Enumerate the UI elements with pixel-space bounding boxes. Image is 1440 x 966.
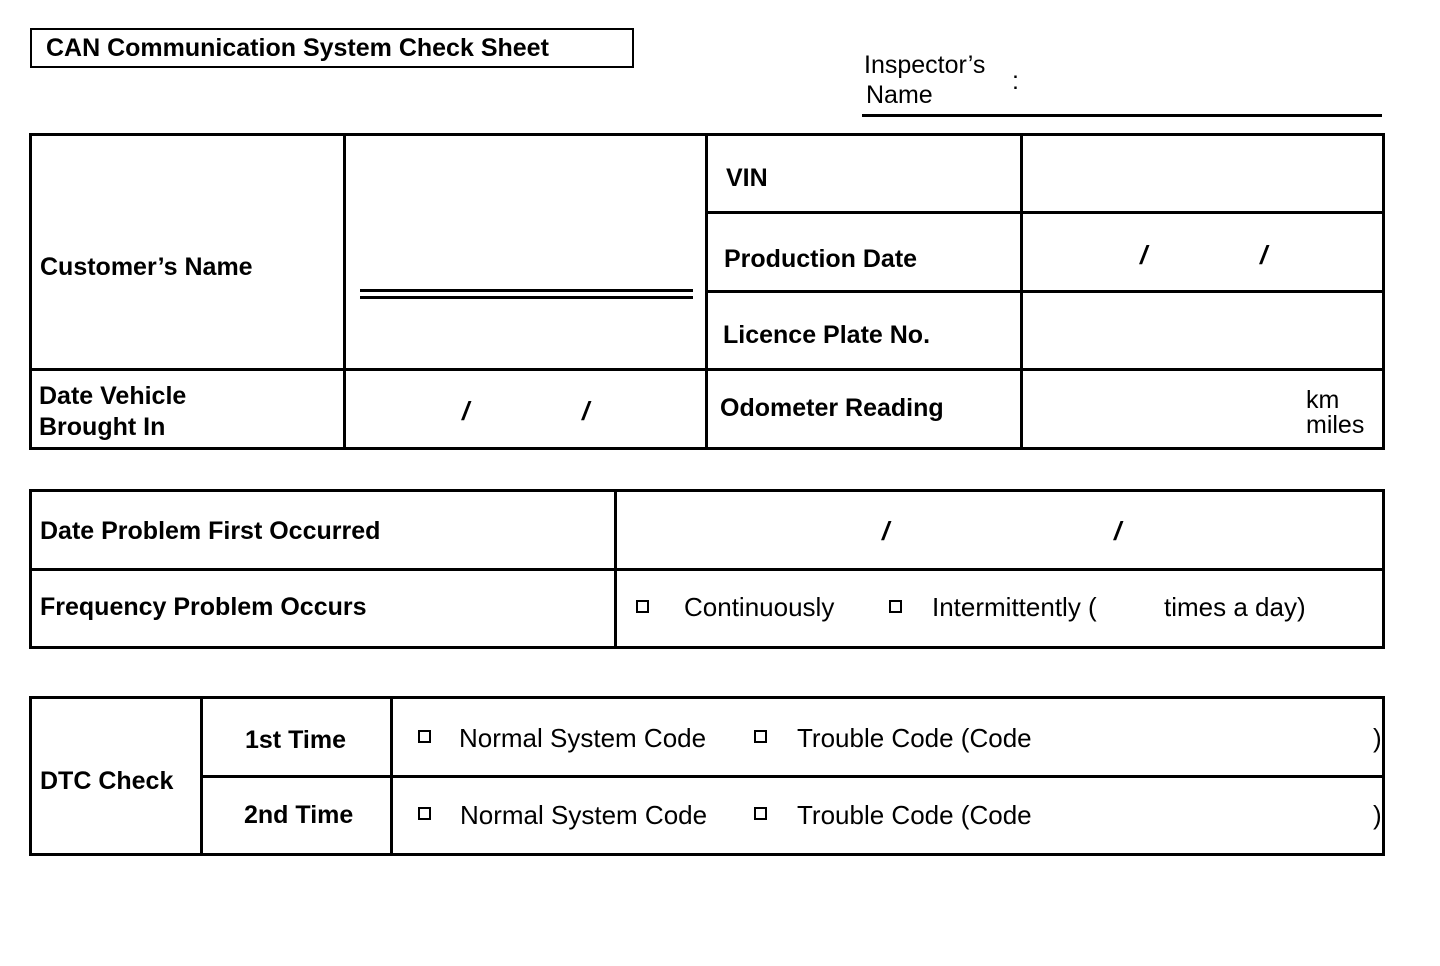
continuously-label: Continuously (684, 592, 835, 622)
dtc-row-2-trouble-label: Trouble Code (Code (797, 800, 1032, 830)
vin-label: VIN (726, 164, 768, 192)
dtc-row-1-normal-label: Normal System Code (459, 723, 707, 753)
inspector-name-field[interactable] (862, 114, 1382, 117)
dtc-check-label: DTC Check (40, 767, 174, 795)
odometer-label: Odometer Reading (720, 394, 944, 422)
brought-in-date-separator-1: / (462, 396, 470, 426)
dtc-row-1-normal-checkbox[interactable] (418, 730, 431, 743)
dtc-row-1-close-paren: ) (1373, 723, 1382, 753)
dtc-row-2-close-paren: ) (1373, 800, 1382, 830)
intermittently-label: Intermittently ( (932, 592, 1097, 622)
date-first-occurred-label: Date Problem First Occurred (40, 517, 381, 545)
date-brought-in-label-line1: Date Vehicle (39, 382, 187, 410)
inspector-colon: : (1012, 67, 1019, 95)
dtc-row-1-time-label: 1st Time (245, 726, 346, 754)
odometer-unit-miles: miles (1306, 411, 1365, 439)
customer-name-field[interactable] (360, 289, 693, 299)
times-a-day-label: times a day) (1164, 592, 1306, 622)
first-occurred-separator-1: / (882, 516, 890, 546)
odometer-unit-km: km (1306, 386, 1340, 414)
frequency-label: Frequency Problem Occurs (40, 593, 367, 621)
brought-in-date-separator-2: / (582, 396, 590, 426)
sheet-title: CAN Communication System Check Sheet (46, 34, 549, 62)
production-date-separator-1: / (1140, 240, 1148, 270)
dtc-row-1-trouble-label: Trouble Code (Code (797, 723, 1032, 753)
dtc-row-2-trouble-checkbox[interactable] (754, 807, 767, 820)
dtc-row-1-trouble-checkbox[interactable] (754, 730, 767, 743)
continuously-checkbox[interactable] (636, 600, 649, 613)
dtc-row-2-normal-checkbox[interactable] (418, 807, 431, 820)
date-brought-in-label-line2: Brought In (39, 413, 166, 441)
dtc-row-2-time-label: 2nd Time (244, 801, 354, 829)
production-date-separator-2: / (1260, 240, 1268, 270)
title-box (30, 28, 634, 68)
dtc-row-2-code-field[interactable] (1060, 784, 1360, 848)
customer-name-label: Customer’s Name (40, 253, 253, 281)
intermittently-checkbox[interactable] (889, 600, 902, 613)
inspector-label-line2: Name (866, 81, 933, 109)
dtc-row-1-code-field[interactable] (1060, 706, 1360, 770)
production-date-label: Production Date (724, 245, 918, 273)
inspector-label-line1: Inspector’s (864, 51, 986, 79)
vin-field[interactable] (1026, 138, 1380, 208)
first-occurred-separator-2: / (1114, 516, 1122, 546)
licence-plate-label: Licence Plate No. (723, 321, 931, 349)
dtc-row-2-normal-label: Normal System Code (460, 800, 708, 830)
licence-plate-field[interactable] (1026, 296, 1380, 364)
